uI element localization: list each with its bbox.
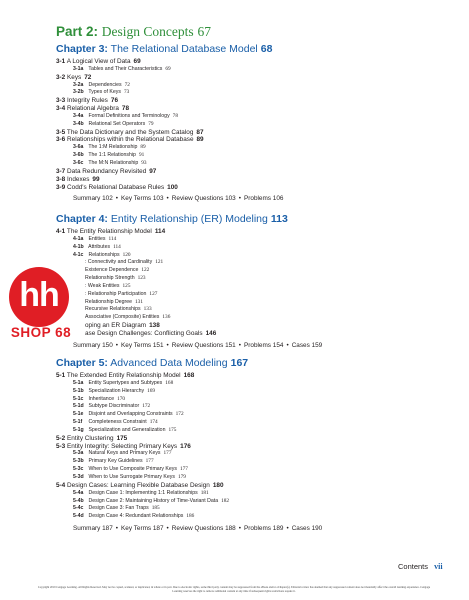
summary-separator: •: [286, 525, 289, 533]
entry-page: 179: [177, 473, 186, 480]
toc-subsection-entry: [56, 380, 456, 388]
entry-title: Existence Dependence: [85, 267, 139, 274]
entry-title: Primary Key Guidelines: [88, 458, 143, 465]
entry-number: 5-2: [56, 434, 66, 442]
toc-subsection-entry: [56, 450, 456, 458]
entry-number: 3-6a: [73, 144, 84, 151]
summary-item: Problems 189: [244, 525, 284, 533]
toc-section-entry: [56, 105, 456, 113]
entry-page: 91: [138, 152, 145, 159]
entry-title: Entity Integrity: Selecting Primary Keys: [67, 442, 178, 450]
toc-subsection-entry: [56, 267, 456, 275]
entry-title: : Connectivity and Cardinality: [85, 259, 153, 266]
entry-number: 5-1a: [73, 379, 84, 386]
entry-title: Keys: [67, 73, 82, 81]
entry-number: 3-2a: [73, 81, 84, 88]
entry-page: 99: [92, 175, 100, 183]
part-label: Part 2:: [56, 24, 99, 39]
entry-number: 3-4b: [73, 120, 84, 127]
entry-title: Codd's Relational Database Rules: [67, 183, 165, 191]
toc-subsection-entry: [56, 403, 456, 411]
entry-number: 5-4b: [73, 497, 84, 504]
summary-separator: •: [166, 341, 169, 349]
entry-page: 180: [212, 481, 224, 489]
entry-number: 5-3a: [73, 450, 84, 457]
logo-caption: SHOP 68: [10, 325, 72, 340]
entry-title: Design Case 3: Fan Traps: [88, 505, 149, 512]
entry-title: Indexes: [67, 175, 90, 183]
entry-title: Formal Definitions and Terminology: [88, 112, 170, 119]
toc-section-entry: [56, 322, 456, 330]
entry-number: 5-1: [56, 372, 66, 379]
footer-contents: [398, 562, 443, 571]
entry-number: 5-3b: [73, 458, 84, 465]
toc-section-entry: [56, 74, 456, 82]
entry-page: 127: [149, 290, 158, 297]
entry-page: 100: [167, 183, 178, 191]
shop-logo: [3, 267, 79, 343]
toc-subsection-entry: [56, 505, 456, 513]
entry-title: The Entity Relationship Model: [66, 228, 152, 235]
toc-subsection-entry: [56, 388, 456, 396]
toc-section-entry: [56, 168, 456, 176]
toc-subsection-entry: [56, 113, 456, 121]
summary-separator: •: [115, 195, 119, 203]
entry-page: 170: [117, 395, 126, 402]
toc-section-entry: [56, 176, 456, 184]
toc-subsection-entry: [56, 458, 456, 466]
entry-title: ase Design Challenges: Conflicting Goals: [85, 329, 203, 337]
entry-page: 123: [137, 275, 146, 282]
entry-title: Subtype Discriminator: [88, 403, 140, 410]
entry-title: Entities: [88, 235, 106, 242]
entry-number: 3-3: [56, 97, 66, 105]
logo-mark: hh: [19, 276, 59, 314]
entry-title: Natural Keys and Primary Keys: [88, 450, 161, 457]
summary-separator: •: [115, 525, 119, 533]
copyright-notice: Copyright 2019 Cengage Learning. All Rights Reserved. May not be copied, scanned, or duplicated, in whole or in part. Due to electronic rights, some third party content may be suppressed from the eBook and/or eChapter(s). Editorial review has deemed that any suppressed content does not materially affect the overall learning experience. Cengage Learning reserves the right to remove additional content at any time if subsequent rights restrictions require it.: [37, 586, 431, 593]
toc-section-entry: [56, 228, 456, 236]
entry-title: Types of Keys: [88, 89, 121, 96]
toc-section-entry: [56, 97, 456, 105]
entry-page: 177: [145, 458, 154, 465]
summary-separator: •: [166, 525, 169, 533]
entry-title: Design Cases: Learning Flexible Database Design: [67, 481, 210, 489]
entry-page: 182: [221, 497, 230, 504]
entry-page: 76: [110, 97, 118, 105]
entry-title: Relational Algebra: [67, 105, 119, 113]
entry-page: 79: [148, 120, 154, 127]
part-page: 67: [197, 24, 211, 39]
entry-number: 3-1a: [73, 65, 84, 72]
entry-page: 177: [179, 466, 188, 473]
entry-page: 169: [147, 387, 156, 394]
summary-item: Review Questions 188: [171, 525, 236, 533]
entry-number: 4-1b: [73, 243, 84, 250]
entry-page: 121: [155, 259, 164, 266]
entry-number: 3-4: [56, 105, 66, 113]
entry-number: 3-7: [56, 167, 66, 175]
entry-page: 69: [133, 58, 141, 65]
summary-item: Cases 159: [291, 341, 323, 349]
entry-title: : Weak Entities: [85, 282, 120, 289]
entry-number: 3-2b: [73, 89, 84, 96]
entry-number: 5-1c: [73, 395, 84, 402]
summary-separator: •: [166, 195, 169, 203]
entry-title: Recursive Relationships: [85, 306, 141, 313]
entry-number: 5-1f: [73, 419, 83, 426]
entry-page: 72: [84, 73, 92, 81]
toc-subsection-entry: [56, 160, 456, 168]
entry-title: Specialization and Generalization: [88, 426, 166, 433]
entry-page: 177: [163, 450, 172, 457]
entry-title: Design Case 4: Redundant Relationships: [88, 513, 184, 520]
chapter-label: Chapter 4:: [56, 213, 108, 225]
entry-title: : Relationship Participation: [85, 290, 147, 297]
summary-item: Review Questions 151: [171, 341, 236, 349]
toc-section-entry: [56, 372, 456, 380]
entry-title: Entity Supertypes and Subtypes: [88, 379, 163, 386]
entry-page: 175: [168, 426, 177, 433]
toc-subsection-entry: [56, 259, 456, 267]
entry-title: The Data Dictionary and the System Catalog: [66, 128, 194, 136]
entry-number: 5-1e: [73, 411, 84, 418]
chapter-heading: [56, 213, 456, 226]
entry-page: 78: [172, 112, 178, 119]
entry-number: 4-1a: [73, 235, 84, 242]
toc-subsection-entry: [56, 82, 456, 90]
footer-label: Contents: [398, 562, 429, 571]
entry-page: 89: [140, 144, 146, 151]
toc-subsection-entry: [56, 419, 456, 427]
entry-page: 89: [196, 136, 204, 144]
summary-item: Cases 190: [291, 525, 323, 533]
entry-title: A Logical View of Data: [66, 58, 131, 65]
entry-page: 114: [113, 243, 121, 250]
toc-section-entry: [56, 482, 456, 490]
toc-section-entry: [56, 129, 456, 137]
entry-page: 186: [186, 513, 195, 520]
entry-page: 122: [141, 267, 150, 274]
entry-page: 69: [165, 65, 171, 72]
entry-page: 114: [154, 228, 166, 235]
entry-page: 125: [122, 282, 131, 289]
toc-subsection-entry: [56, 411, 456, 419]
chapter-5-block: [56, 357, 456, 533]
toc-subsection-entry: [56, 498, 456, 506]
entry-page: 138: [149, 322, 160, 330]
toc-subsection-entry: [56, 236, 456, 244]
entry-number: 3-6b: [73, 152, 84, 159]
toc-subsection-entry: [56, 466, 456, 474]
part-name: Design Concepts: [101, 24, 194, 39]
entry-number: 3-9: [56, 183, 66, 191]
toc-subsection-entry: [56, 152, 456, 160]
entry-title: Relationships within the Relational Database: [67, 136, 194, 144]
entry-number: 5-4: [56, 481, 66, 489]
entry-title: Design Case 2: Maintaining History of Time-Variant Data: [88, 497, 219, 504]
summary-item: Problems 106: [244, 195, 284, 203]
entry-title: oping an ER Diagram: [85, 322, 147, 330]
entry-number: 5-4c: [73, 505, 84, 512]
entry-title: Relational Set Operators: [88, 120, 146, 127]
entry-title: Relationship Strength: [85, 275, 135, 282]
entry-page: 78: [121, 105, 130, 113]
entry-page: 146: [205, 329, 217, 337]
entry-number: 3-6: [56, 136, 66, 144]
entry-page: 120: [122, 251, 131, 258]
chapter-page: 113: [270, 213, 288, 225]
chapter-title: Entity Relationship (ER) Modeling: [110, 213, 268, 225]
entry-title: Completeness Constraint: [88, 419, 147, 426]
chapter-3-block: [56, 43, 456, 203]
entry-page: 131: [135, 298, 143, 305]
chapter-label: Chapter 5:: [56, 357, 108, 369]
summary-item: Key Terms 103: [121, 195, 164, 203]
entry-number: 3-2: [56, 73, 66, 81]
entry-title: Tables and Their Characteristics: [88, 65, 163, 72]
entry-title: Relationship Degree: [85, 298, 133, 305]
toc-subsection-entry: [56, 66, 456, 74]
entry-page: 168: [165, 379, 174, 386]
toc-subsection-entry: [56, 513, 456, 521]
entry-page: 175: [116, 434, 128, 442]
summary-item: Summary 187: [73, 525, 113, 533]
entry-page: 72: [124, 81, 130, 88]
toc-section-entry: [56, 184, 456, 192]
entry-title: Associative (Composite) Entities: [85, 314, 160, 321]
entry-title: The 1:1 Relationship: [88, 152, 136, 159]
chapter-summary-line: [56, 194, 456, 203]
toc-subsection-entry: [56, 275, 456, 283]
entry-number: 5-3: [56, 442, 66, 450]
entry-number: 5-1b: [73, 387, 84, 394]
entry-page: 114: [108, 235, 117, 242]
chapter-title: The Relational Database Model: [110, 43, 258, 55]
toc-section-entry: [56, 136, 456, 144]
entry-title: Dependencies: [88, 81, 122, 88]
entry-page: 181: [200, 489, 209, 496]
entry-page: 185: [151, 505, 160, 512]
entry-title: The 1:M Relationship: [88, 144, 138, 151]
toc-subsection-entry: [56, 427, 456, 435]
entry-number: 3-8: [56, 175, 66, 183]
toc-subsection-entry: [56, 396, 456, 404]
summary-separator: •: [238, 195, 241, 203]
chapter-summary-line: [56, 524, 456, 533]
toc-subsection-entry: [56, 252, 456, 260]
entry-number: 3-6c: [73, 159, 84, 166]
entry-page: 97: [149, 167, 157, 175]
entry-number: 5-1g: [73, 426, 84, 433]
chapter-summary-line: [56, 341, 456, 350]
toc-subsection-entry: [56, 474, 456, 482]
entry-page: 176: [180, 442, 191, 450]
summary-item: Key Terms 187: [121, 525, 164, 533]
entry-number: 3-5: [56, 128, 66, 136]
entry-number: 5-1d: [73, 403, 84, 410]
toc-subsection-entry: [56, 89, 456, 97]
chapter-page: 68: [260, 43, 273, 55]
entry-number: 5-3c: [73, 466, 84, 473]
entry-title: Disjoint and Overlapping Constraints: [88, 411, 173, 418]
entry-title: When to Use Surrogate Primary Keys: [88, 473, 175, 480]
footer-page-number: vii: [434, 562, 443, 571]
summary-separator: •: [286, 341, 289, 349]
chapter-4-block: [56, 213, 456, 350]
toc-section-entry: [56, 58, 456, 66]
entry-title: Specialization Hierarchy: [88, 387, 145, 394]
toc-subsection-entry: [56, 244, 456, 252]
entry-title: Data Redundancy Revisited: [67, 167, 147, 175]
entry-number: 3-4a: [73, 112, 84, 119]
toc-subsection-entry: [56, 291, 456, 299]
entry-number: 5-4d: [73, 513, 84, 520]
entry-page: 172: [142, 403, 151, 410]
entry-title: Design Case 1: Implementing 1:1 Relationships: [88, 489, 198, 496]
chapter-heading: [56, 43, 456, 56]
entry-title: Relationships: [88, 251, 120, 258]
entry-number: 4-1c: [73, 251, 84, 258]
entry-page: 93: [141, 159, 147, 166]
entry-page: 133: [143, 306, 152, 313]
chapter-page: 167: [230, 357, 249, 369]
entry-page: 168: [183, 372, 195, 379]
toc-subsection-entry: [56, 299, 456, 307]
entry-title: The Extended Entity Relationship Model: [66, 372, 181, 379]
summary-item: Summary 150: [73, 341, 113, 349]
summary-separator: •: [115, 341, 119, 349]
toc-section-entry: [56, 330, 456, 338]
entry-number: 5-4a: [73, 489, 84, 496]
chapter-title: Advanced Data Modeling: [110, 357, 228, 369]
entry-title: Attributes: [88, 243, 111, 250]
entry-page: 73: [123, 89, 130, 96]
summary-separator: •: [238, 525, 241, 533]
toc-subsection-entry: [56, 314, 456, 322]
toc-subsection-entry: [56, 306, 456, 314]
summary-separator: •: [238, 341, 241, 349]
entry-page: 174: [149, 419, 158, 426]
toc-subsection-entry: [56, 283, 456, 291]
part-title: [56, 24, 211, 40]
toc-subsection-entry: [56, 144, 456, 152]
entry-title: Integrity Rules: [67, 97, 108, 105]
entry-number: 5-3d: [73, 473, 84, 480]
entry-number: 3-1: [56, 58, 66, 65]
entry-title: The M:N Relationship: [88, 159, 139, 166]
chapter-label: Chapter 3:: [56, 43, 108, 55]
entry-number: 4-1: [56, 228, 66, 235]
entry-page: 136: [162, 314, 171, 321]
entry-page: 87: [196, 128, 204, 136]
summary-item: Problems 154: [244, 341, 284, 349]
toc-subsection-entry: [56, 121, 456, 129]
summary-item: Summary 102: [73, 195, 113, 203]
summary-item: Review Questions 103: [171, 195, 236, 203]
toc-subsection-entry: [56, 490, 456, 498]
entry-title: When to Use Composite Primary Keys: [88, 466, 177, 473]
entry-title: Inheritance: [88, 395, 115, 402]
entry-title: Entity Clustering: [67, 434, 114, 442]
chapter-heading: [56, 357, 456, 370]
entry-page: 172: [175, 411, 184, 418]
summary-item: Key Terms 151: [121, 341, 164, 349]
toc-section-entry: [56, 443, 456, 451]
toc-section-entry: [56, 435, 456, 443]
